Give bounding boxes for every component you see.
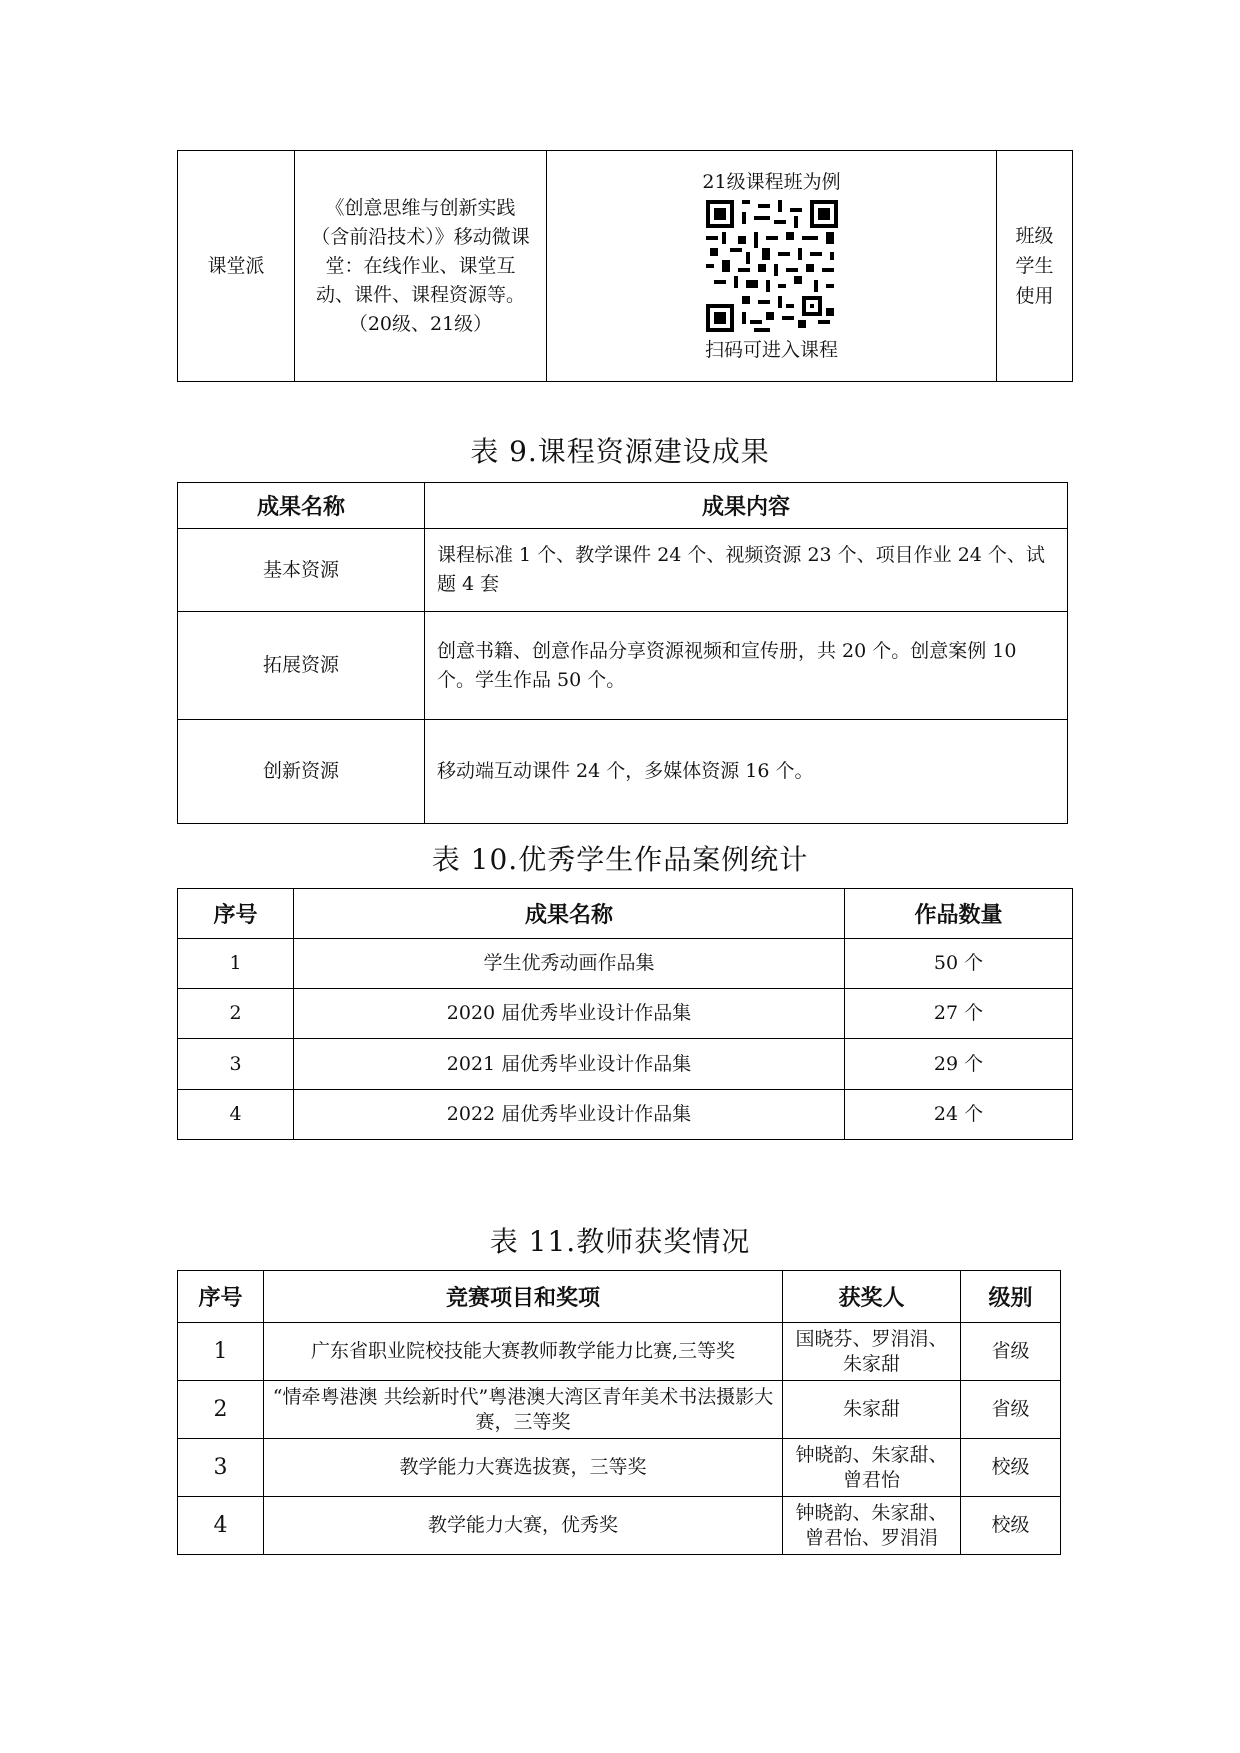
table-row bbox=[178, 1090, 1073, 1140]
resource-name: 基本资源 bbox=[178, 529, 425, 612]
platform-description: 《创意思维与创新实践（含前沿技术）》移动微课堂：在线作业、课堂互动、课件、课程资源等。（20级、21级） bbox=[295, 151, 547, 382]
award-item: 教学能力大赛选拔赛，三等奖 bbox=[264, 1439, 783, 1497]
teacher-awards-table bbox=[177, 1270, 1061, 1555]
work-count: 24 个 bbox=[845, 1090, 1073, 1140]
table-row bbox=[178, 1323, 1061, 1381]
resource-content: 移动端互动课件 24 个，多媒体资源 16 个。 bbox=[425, 720, 1068, 824]
table10-header-name: 成果名称 bbox=[294, 889, 845, 939]
table-row bbox=[178, 1439, 1061, 1497]
platform-table bbox=[177, 150, 1073, 382]
platform-name: 课堂派 bbox=[178, 151, 295, 382]
table10-caption: 表 10.优秀学生作品案例统计 bbox=[431, 843, 809, 876]
student-works-table bbox=[177, 888, 1073, 1140]
table11-header-item: 竞赛项目和奖项 bbox=[264, 1271, 783, 1323]
row-number: 2 bbox=[178, 1381, 264, 1439]
work-name: 2022 届优秀毕业设计作品集 bbox=[294, 1090, 845, 1140]
resource-content: 课程标准 1 个、教学课件 24 个、视频资源 23 个、项目作业 24 个、试题 4 套 bbox=[425, 529, 1068, 612]
row-number: 2 bbox=[178, 989, 294, 1039]
work-name: 2021 届优秀毕业设计作品集 bbox=[294, 1039, 845, 1090]
award-item: 广东省职业院校技能大赛教师教学能力比赛,三等奖 bbox=[264, 1323, 783, 1381]
resource-content: 创意书籍、创意作品分享资源视频和宣传册，共 20 个。创意案例 10 个。学生作品 50 个。 bbox=[425, 612, 1068, 720]
work-count: 27 个 bbox=[845, 989, 1073, 1039]
platform-usage: 班级学生使用 bbox=[997, 151, 1073, 382]
table10-header-no: 序号 bbox=[178, 889, 294, 939]
award-level: 校级 bbox=[961, 1497, 1061, 1555]
table-row bbox=[178, 939, 1073, 989]
row-number: 1 bbox=[178, 1323, 264, 1381]
table9-caption: 表 9.课程资源建设成果 bbox=[470, 435, 770, 468]
table-row bbox=[178, 612, 1068, 720]
table9-header-name: 成果名称 bbox=[178, 483, 425, 529]
qr-cell bbox=[547, 151, 997, 382]
resource-name: 拓展资源 bbox=[178, 612, 425, 720]
row-number: 4 bbox=[178, 1497, 264, 1555]
table11-header-no: 序号 bbox=[178, 1271, 264, 1323]
row-number: 3 bbox=[178, 1039, 294, 1090]
table-row bbox=[178, 720, 1068, 824]
table-row bbox=[178, 1497, 1061, 1555]
award-item: 教学能力大赛，优秀奖 bbox=[264, 1497, 783, 1555]
award-winners: 钟晓韵、朱家甜、曾君怡 bbox=[783, 1439, 961, 1497]
award-level: 校级 bbox=[961, 1439, 1061, 1497]
row-number: 3 bbox=[178, 1439, 264, 1497]
award-winners: 朱家甜 bbox=[783, 1381, 961, 1439]
qr-caption-top: 21级课程班为例 bbox=[702, 171, 841, 193]
row-number: 4 bbox=[178, 1090, 294, 1140]
award-level: 省级 bbox=[961, 1323, 1061, 1381]
award-item: “情牵粤港澳 共绘新时代”粤港澳大湾区青年美术书法摄影大赛，三等奖 bbox=[264, 1381, 783, 1439]
work-name: 学生优秀动画作品集 bbox=[294, 939, 845, 989]
award-winners: 钟晓韵、朱家甜、曾君怡、罗涓涓 bbox=[783, 1497, 961, 1555]
table-row bbox=[178, 1039, 1073, 1090]
resource-table bbox=[177, 482, 1068, 824]
table11-header-winners: 获奖人 bbox=[783, 1271, 961, 1323]
table-row bbox=[178, 1381, 1061, 1439]
award-level: 省级 bbox=[961, 1381, 1061, 1439]
work-count: 50 个 bbox=[845, 939, 1073, 989]
qr-code-icon[interactable] bbox=[706, 200, 838, 332]
table10-header-count: 作品数量 bbox=[845, 889, 1073, 939]
table9-header-content: 成果内容 bbox=[425, 483, 1068, 529]
award-winners: 国晓芬、罗涓涓、朱家甜 bbox=[783, 1323, 961, 1381]
table11-caption: 表 11.教师获奖情况 bbox=[489, 1225, 751, 1258]
table-row bbox=[178, 989, 1073, 1039]
work-name: 2020 届优秀毕业设计作品集 bbox=[294, 989, 845, 1039]
resource-name: 创新资源 bbox=[178, 720, 425, 824]
qr-caption-bottom: 扫码可进入课程 bbox=[704, 339, 838, 361]
work-count: 29 个 bbox=[845, 1039, 1073, 1090]
row-number: 1 bbox=[178, 939, 294, 989]
table11-header-level: 级别 bbox=[961, 1271, 1061, 1323]
table-row bbox=[178, 529, 1068, 612]
